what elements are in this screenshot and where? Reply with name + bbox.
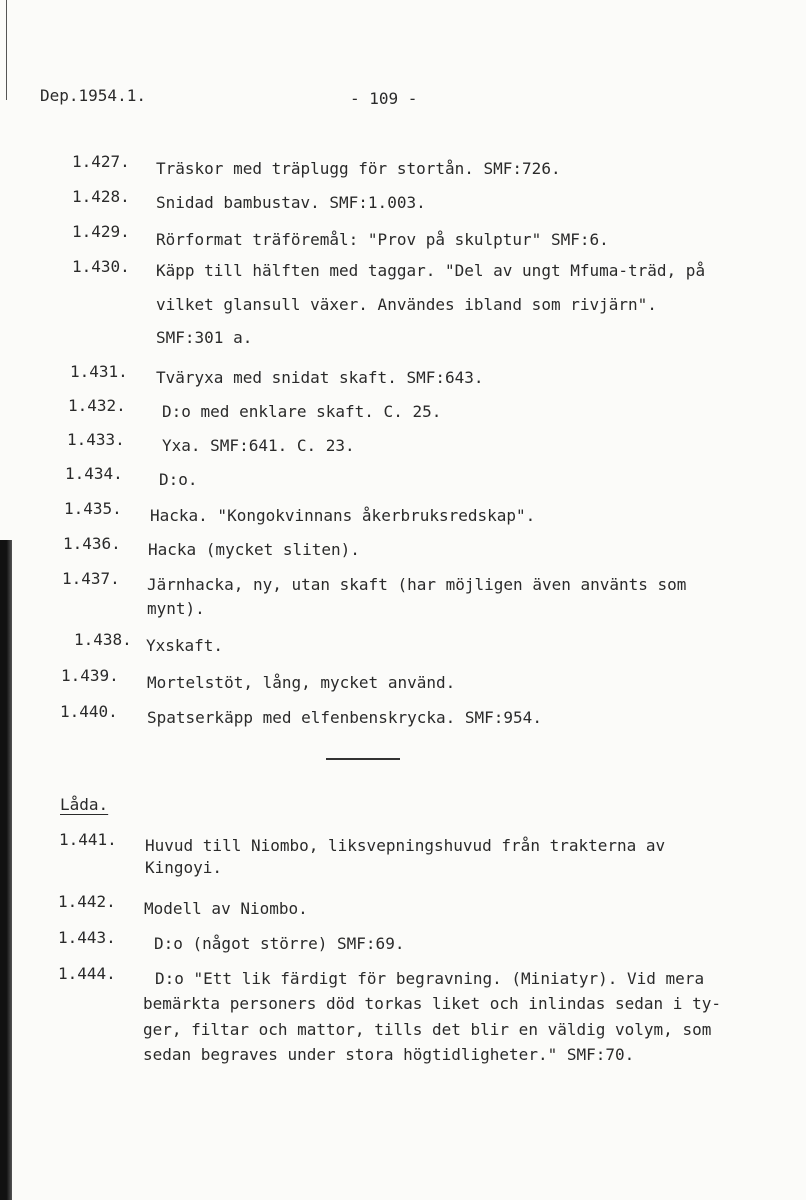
entry-text: Spatserkäpp med elfenbenskrycka. SMF:954. [147,708,542,727]
entry-text: Yxa. SMF:641. C. 23. [162,436,355,455]
entry-text: Snidad bambustav. SMF:1.003. [156,193,426,212]
entry-text-line: D:o "Ett lik färdigt för begravning. (Miniatyr). Vid mera [155,969,705,988]
entry-number: 1.430. [72,257,130,276]
entry-number: 1.438. [74,630,132,649]
entry-text-line: vilket glansull växer. Användes ibland som rivjärn". [156,295,657,314]
document-reference: Dep.1954.1. [40,86,146,105]
entry-number: 1.441. [59,830,117,849]
entry-number: 1.443. [58,928,116,947]
entry-text-line: Huvud till Niombo, liksvepningshuvud från trakterna av [145,836,666,855]
entry-text-line: Järnhacka, ny, utan skaft (har möjligen även använts som [147,575,687,594]
entry-text: Rörformat träföremål: "Prov på skulptur" SMF:6. [156,230,609,249]
entry-text: Modell av Niombo. [144,899,308,918]
entry-text: D:o med enklare skaft. C. 25. [162,402,442,421]
section-heading: Låda. [60,795,109,814]
entry-number: 1.434. [65,464,123,483]
section-divider [326,758,400,760]
entry-text: Hacka. "Kongokvinnans åkerbruksredskap". [150,506,536,525]
entry-number: 1.437. [62,569,120,588]
entry-text-line: mynt). [147,599,205,618]
entry-text: Hacka (mycket sliten). [148,540,360,559]
entry-text: D:o (något större) SMF:69. [154,934,405,953]
margin-line [6,0,7,100]
entry-number: 1.427. [72,152,130,171]
entry-text: Mortelstöt, lång, mycket använd. [147,673,456,692]
entry-text-line: bemärkta personers död torkas liket och inlindas sedan i ty- [143,994,721,1013]
entry-text-line: ger, filtar och mattor, tills det blir en väldig volym, som [143,1020,712,1039]
entry-text: D:o. [159,470,198,489]
entry-number: 1.431. [70,362,128,381]
entry-number: 1.429. [72,222,130,241]
entry-number: 1.442. [58,892,116,911]
entry-text-line: SMF:301 a. [156,328,253,347]
entry-number: 1.440. [60,702,118,721]
entry-number: 1.444. [58,964,116,983]
entry-number: 1.433. [67,430,125,449]
scan-edge-shadow [0,540,12,1200]
entry-number: 1.436. [63,534,121,553]
entry-number: 1.432. [68,396,126,415]
entry-text: Yxskaft. [146,636,224,655]
entry-number: 1.428. [72,187,130,206]
page-number: - 109 - [350,89,418,108]
entry-text: Träskor med träplugg för stortån. SMF:726. [156,159,561,178]
entry-text: Tväryxa med snidat skaft. SMF:643. [156,368,484,387]
entry-text-line: Käpp till hälften med taggar. "Del av ungt Mfuma-träd, på [156,261,706,280]
entry-number: 1.435. [64,499,122,518]
entry-text-line: Kingoyi. [145,858,223,877]
entry-text-line: sedan begraves under stora högtidligheter." SMF:70. [143,1045,635,1064]
entry-number: 1.439. [61,666,119,685]
